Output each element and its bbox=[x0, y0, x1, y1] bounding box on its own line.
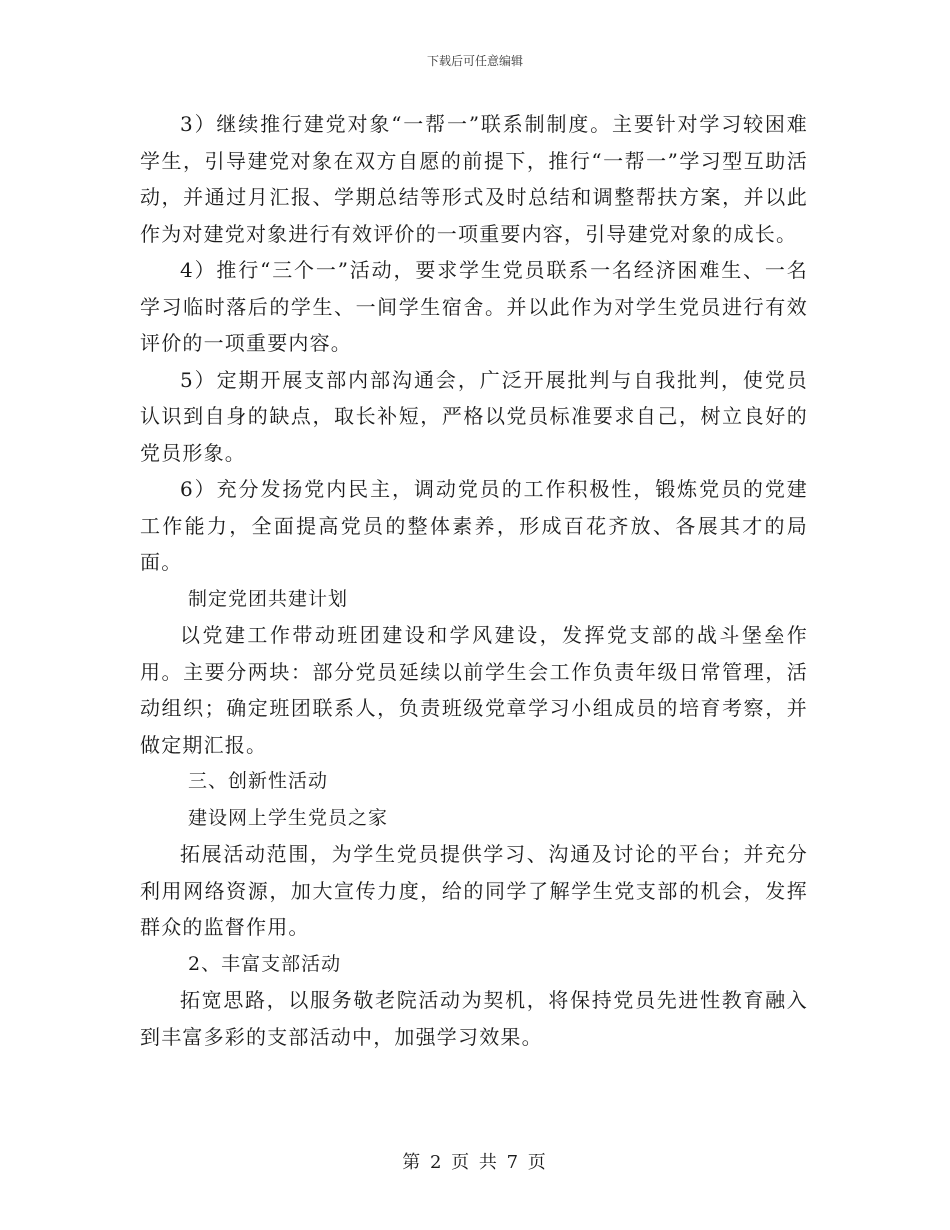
document-body bbox=[140, 106, 808, 1055]
paragraph-item-6: 6）充分发扬党内民主，调动党员的工作积极性，锻炼党员的党建工作能力，全面提高党员的整体素养，形成百花齐放、各展其才的局面。 bbox=[140, 477, 808, 574]
paragraph-item-3: 3）继续推行建党对象“一帮一”联系制制度。主要针对学习较困难学生，引导建党对象在双方自愿的前提下，推行“一帮一”学习型互助活动，并通过月汇报、学期总结等形式及时总结和调整帮扶方案，并以此作为对建党对象进行有效评价的一项重要内容，引导建党对象的成长。 bbox=[140, 112, 808, 246]
page-number: 第 2 页 共 7 页 bbox=[402, 1152, 548, 1173]
section-heading-branch-activities: 2、丰富支部活动 bbox=[188, 952, 342, 975]
section-heading-online-home: 建设网上学生党员之家 bbox=[188, 806, 389, 829]
paragraph-item-5: 5）定期开展支部内部沟通会，广泛开展批判与自我批判，使党员认识到自身的缺点，取长补短，严格以党员标准要求自己，树立良好的党员形象。 bbox=[140, 367, 808, 465]
paragraph-branch-activities: 拓宽思路，以服务敬老院活动为契机，将保持党员先进性教育融入到丰富多彩的支部活动中，加强学习效果。 bbox=[140, 988, 808, 1049]
paragraph-party-league: 以党建工作带动班团建设和学风建设，发挥党支部的战斗堡垒作用。主要分两块：部分党员延续以前学生会工作负责年级日常管理，活动组织；确定班团联系人，负责班级党章学习小组成员的培育考察，并做定期汇报。 bbox=[140, 623, 808, 757]
section-heading-innovation: 三、创新性活动 bbox=[188, 770, 329, 792]
paragraph-online-home: 拓展活动范围，为学生党员提供学习、沟通及讨论的平台；并充分利用网络资源，加大宣传力度，给的同学了解学生党支部的机会，发挥群众的监督作用。 bbox=[140, 842, 808, 939]
section-heading-party-league: 制定党团共建计划 bbox=[188, 587, 349, 610]
page-header: 下载后可任意编辑 bbox=[426, 54, 523, 68]
paragraph-item-4: 4）推行“三个一”活动，要求学生党员联系一名经济困难生、一名学习临时落后的学生、一间学生宿舍。并以此作为对学生党员进行有效评价的一项重要内容。 bbox=[140, 258, 808, 355]
